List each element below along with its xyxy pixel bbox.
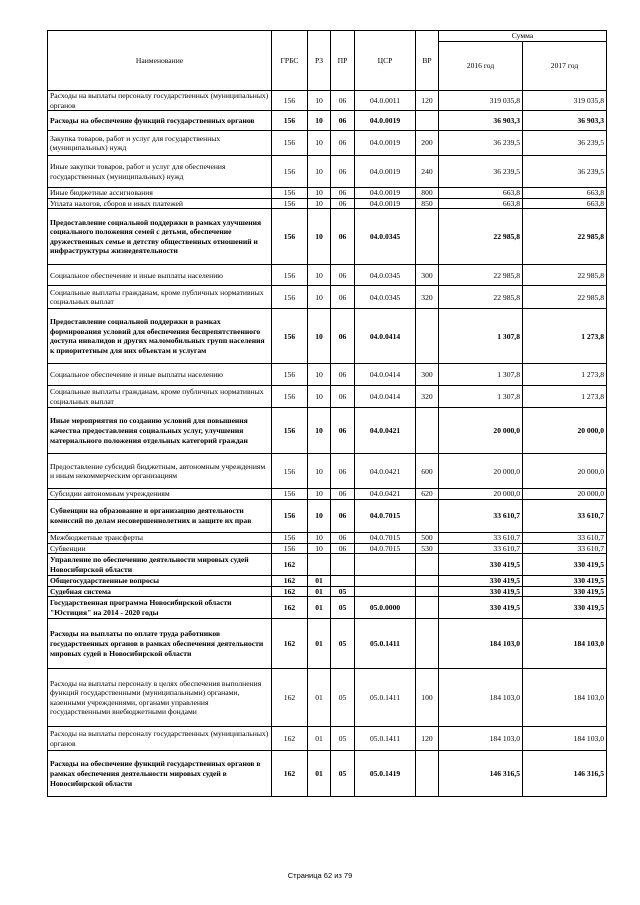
cell-pr: 06	[331, 131, 355, 156]
cell-csr: 04.0.0019	[355, 198, 416, 209]
cell-csr: 04.0.0414	[355, 364, 416, 386]
cell-sum-2017: 1 273,8	[523, 386, 607, 408]
cell-pr: 06	[331, 286, 355, 309]
table-row	[48, 111, 607, 131]
cell-grbs: 156	[272, 309, 308, 364]
cell-vr	[416, 751, 439, 797]
cell-pr	[331, 554, 355, 576]
cell-vr	[416, 209, 439, 265]
cell-grbs: 162	[272, 597, 308, 619]
cell-pr: 06	[331, 188, 355, 199]
cell-grbs: 156	[272, 499, 308, 532]
cell-name: Социальное обеспечение и иные выплаты населению	[48, 364, 272, 386]
cell-vr: 600	[416, 454, 439, 489]
cell-vr: 620	[416, 489, 439, 500]
cell-rz: 10	[308, 499, 331, 532]
cell-pr: 05	[331, 751, 355, 797]
cell-sum-2016: 22 985,8	[439, 265, 523, 286]
table-row	[48, 91, 607, 111]
cell-name: Расходы на выплаты персоналу в целях обеспечения выполнения функций государственными (муниципальными) органами, казенными учреждениями, органами управления государственными внебюджетными фондами	[48, 669, 272, 727]
cell-csr: 04.0.0421	[355, 489, 416, 500]
cell-sum-2017: 330 419,5	[523, 576, 607, 587]
cell-name: Предоставление субсидий бюджетным, автономным учреждениям и иным некоммерческим организациям	[48, 454, 272, 489]
cell-csr: 04.0.7015	[355, 499, 416, 532]
cell-grbs: 162	[272, 669, 308, 727]
cell-pr	[331, 576, 355, 587]
cell-sum-2016: 33 610,7	[439, 499, 523, 532]
table-row	[48, 386, 607, 408]
cell-pr: 06	[331, 198, 355, 209]
cell-vr	[416, 597, 439, 619]
cell-csr: 04.0.0019	[355, 156, 416, 188]
table-row	[48, 597, 607, 619]
header-rz: РЗ	[308, 31, 331, 91]
cell-sum-2016: 20 000,0	[439, 454, 523, 489]
table-row	[48, 751, 607, 797]
cell-pr: 06	[331, 309, 355, 364]
cell-name: Иные мероприятия по созданию условий для повышения качества предоставления социальных услуг, улучшения материального положения отдельных категорий граждан	[48, 408, 272, 454]
cell-rz: 10	[308, 111, 331, 131]
cell-vr: 320	[416, 386, 439, 408]
table-row	[48, 576, 607, 587]
cell-name: Управление по обеспечению деятельности мировых судей Новосибирской области	[48, 554, 272, 576]
cell-sum-2016: 319 035,8	[439, 91, 523, 111]
cell-csr: 05.0.1419	[355, 751, 416, 797]
cell-csr: 04.0.0414	[355, 386, 416, 408]
cell-csr	[355, 554, 416, 576]
cell-grbs: 156	[272, 286, 308, 309]
cell-csr: 04.0.0421	[355, 454, 416, 489]
cell-rz: 10	[308, 386, 331, 408]
cell-sum-2016: 663,8	[439, 198, 523, 209]
cell-sum-2016: 22 985,8	[439, 209, 523, 265]
cell-vr: 300	[416, 265, 439, 286]
cell-rz: 10	[308, 532, 331, 543]
cell-pr: 06	[331, 265, 355, 286]
cell-sum-2017: 1 273,8	[523, 364, 607, 386]
cell-sum-2016: 146 316,5	[439, 751, 523, 797]
cell-rz: 10	[308, 91, 331, 111]
cell-pr: 06	[331, 364, 355, 386]
cell-name: Иные закупки товаров, работ и услуг для обеспечения государственных (муниципальных) нужд	[48, 156, 272, 188]
cell-name: Расходы на обеспечение функций государственных органов	[48, 111, 272, 131]
cell-vr	[416, 576, 439, 587]
cell-sum-2016: 1 307,8	[439, 309, 523, 364]
cell-rz: 01	[308, 586, 331, 597]
cell-csr: 04.0.0345	[355, 209, 416, 265]
cell-csr: 04.0.0421	[355, 408, 416, 454]
cell-name: Расходы на выплаты персоналу государственных (муниципальных) органов	[48, 91, 272, 111]
cell-vr: 500	[416, 532, 439, 543]
cell-sum-2016: 184 103,0	[439, 619, 523, 669]
cell-rz: 01	[308, 576, 331, 587]
cell-sum-2016: 184 103,0	[439, 727, 523, 751]
cell-grbs: 156	[272, 454, 308, 489]
cell-grbs: 156	[272, 489, 308, 500]
cell-csr: 05.0.1411	[355, 619, 416, 669]
table-row	[48, 131, 607, 156]
cell-rz: 01	[308, 669, 331, 727]
cell-name: Иные бюджетные ассигнования	[48, 188, 272, 199]
cell-sum-2016: 20 000,0	[439, 408, 523, 454]
cell-sum-2017: 184 103,0	[523, 727, 607, 751]
header-csr: ЦСР	[355, 31, 416, 91]
cell-sum-2016: 33 610,7	[439, 532, 523, 543]
page-number: Страница 62 из 79	[287, 871, 353, 880]
table-row	[48, 532, 607, 543]
cell-name: Закупка товаров, работ и услуг для государственных (муниципальных) нужд	[48, 131, 272, 156]
cell-rz: 10	[308, 489, 331, 500]
header-sum: Сумма	[439, 31, 607, 42]
cell-csr: 04.0.0011	[355, 91, 416, 111]
cell-rz: 10	[308, 188, 331, 199]
cell-grbs: 156	[272, 209, 308, 265]
cell-sum-2017: 330 419,5	[523, 554, 607, 576]
cell-vr	[416, 586, 439, 597]
table-row	[48, 309, 607, 364]
cell-rz: 10	[308, 543, 331, 554]
cell-name: Субсидии автономным учреждениям	[48, 489, 272, 500]
cell-grbs: 156	[272, 532, 308, 543]
cell-sum-2017: 184 103,0	[523, 669, 607, 727]
cell-pr: 05	[331, 727, 355, 751]
cell-pr: 06	[331, 454, 355, 489]
cell-csr: 05.0.0000	[355, 597, 416, 619]
table-row	[48, 499, 607, 532]
cell-grbs: 162	[272, 576, 308, 587]
cell-vr	[416, 408, 439, 454]
cell-rz: 01	[308, 619, 331, 669]
cell-grbs: 156	[272, 156, 308, 188]
cell-csr	[355, 586, 416, 597]
cell-grbs: 156	[272, 408, 308, 454]
cell-vr	[416, 554, 439, 576]
header-vr: ВР	[416, 31, 439, 91]
cell-sum-2017: 36 239,5	[523, 156, 607, 188]
cell-sum-2017: 20 000,0	[523, 408, 607, 454]
header-year-2016: 2016 год	[439, 42, 523, 91]
cell-sum-2017: 33 610,7	[523, 532, 607, 543]
cell-sum-2017: 663,8	[523, 188, 607, 199]
cell-rz: 10	[308, 364, 331, 386]
cell-grbs: 156	[272, 198, 308, 209]
cell-name: Расходы на выплаты по оплате труда работников государственных органов в рамках обеспечения деятельности мировых судей в Новосибирской области	[48, 619, 272, 669]
table-row	[48, 727, 607, 751]
cell-sum-2017: 146 316,5	[523, 751, 607, 797]
cell-csr: 04.0.0019	[355, 188, 416, 199]
cell-grbs: 156	[272, 364, 308, 386]
cell-sum-2017: 36 239,5	[523, 131, 607, 156]
table-row	[48, 586, 607, 597]
table-body	[48, 91, 607, 797]
cell-name: Субвенции	[48, 543, 272, 554]
cell-vr: 240	[416, 156, 439, 188]
cell-name: Расходы на обеспечение функций государственных органов в рамках обеспечения деятельности мировых судей в Новосибирской области	[48, 751, 272, 797]
cell-rz: 10	[308, 131, 331, 156]
cell-pr: 06	[331, 408, 355, 454]
cell-rz: 10	[308, 209, 331, 265]
cell-grbs: 162	[272, 727, 308, 751]
cell-vr	[416, 309, 439, 364]
cell-vr: 100	[416, 669, 439, 727]
cell-sum-2017: 330 419,5	[523, 586, 607, 597]
table-row	[48, 265, 607, 286]
cell-vr: 120	[416, 727, 439, 751]
cell-name: Субвенции на образование и организацию деятельности комиссий по делам несовершеннолетних и защите их прав	[48, 499, 272, 532]
cell-pr: 06	[331, 532, 355, 543]
cell-name: Предоставление социальной поддержки в рамках улучшения социального положения семей с детьми, обеспечение дружественных семье и детству общественных отношений и инфраструктуры жизнедеятельности	[48, 209, 272, 265]
cell-sum-2016: 33 610,7	[439, 543, 523, 554]
cell-sum-2017: 1 273,8	[523, 309, 607, 364]
cell-pr: 06	[331, 499, 355, 532]
cell-grbs: 156	[272, 265, 308, 286]
cell-name: Социальные выплаты гражданам, кроме публичных нормативных социальных выплат	[48, 286, 272, 309]
cell-sum-2016: 663,8	[439, 188, 523, 199]
cell-name: Судебная система	[48, 586, 272, 597]
table-row	[48, 408, 607, 454]
cell-sum-2016: 20 000,0	[439, 489, 523, 500]
cell-rz: 10	[308, 286, 331, 309]
cell-grbs: 156	[272, 91, 308, 111]
cell-grbs: 162	[272, 586, 308, 597]
table-row	[48, 364, 607, 386]
cell-name: Межбюджетные трансферты	[48, 532, 272, 543]
cell-sum-2016: 36 239,5	[439, 156, 523, 188]
cell-csr: 04.0.0345	[355, 265, 416, 286]
cell-name: Расходы на выплаты персоналу государственных (муниципальных) органов	[48, 727, 272, 751]
cell-sum-2017: 36 903,3	[523, 111, 607, 131]
cell-pr: 06	[331, 386, 355, 408]
cell-pr: 05	[331, 586, 355, 597]
table-row	[48, 209, 607, 265]
cell-vr: 320	[416, 286, 439, 309]
table-row	[48, 669, 607, 727]
cell-sum-2017: 20 000,0	[523, 489, 607, 500]
cell-vr: 800	[416, 188, 439, 199]
cell-sum-2017: 22 985,8	[523, 286, 607, 309]
cell-rz: 01	[308, 751, 331, 797]
cell-vr	[416, 619, 439, 669]
cell-sum-2016: 184 103,0	[439, 669, 523, 727]
cell-csr: 04.0.7015	[355, 532, 416, 543]
cell-csr: 04.0.0414	[355, 309, 416, 364]
cell-grbs: 156	[272, 131, 308, 156]
cell-sum-2017: 330 419,5	[523, 597, 607, 619]
cell-sum-2016: 330 419,5	[439, 597, 523, 619]
cell-csr: 05.0.1411	[355, 727, 416, 751]
table-row	[48, 554, 607, 576]
cell-rz: 10	[308, 198, 331, 209]
cell-grbs: 156	[272, 188, 308, 199]
cell-rz: 10	[308, 156, 331, 188]
cell-name: Социальные выплаты гражданам, кроме публичных нормативных социальных выплат	[48, 386, 272, 408]
cell-sum-2016: 1 307,8	[439, 364, 523, 386]
cell-vr: 200	[416, 131, 439, 156]
cell-sum-2016: 22 985,8	[439, 286, 523, 309]
table-row	[48, 286, 607, 309]
cell-sum-2017: 33 610,7	[523, 543, 607, 554]
cell-csr	[355, 576, 416, 587]
cell-sum-2016: 36 903,3	[439, 111, 523, 131]
cell-name: Общегосударственные вопросы	[48, 576, 272, 587]
cell-sum-2016: 36 239,5	[439, 131, 523, 156]
cell-sum-2016: 330 419,5	[439, 554, 523, 576]
cell-pr: 06	[331, 111, 355, 131]
table-row	[48, 188, 607, 199]
table-row	[48, 489, 607, 500]
cell-csr: 04.0.7015	[355, 543, 416, 554]
cell-sum-2017: 20 000,0	[523, 454, 607, 489]
header-grbs: ГРБС	[272, 31, 308, 91]
table-row	[48, 198, 607, 209]
cell-vr: 120	[416, 91, 439, 111]
cell-sum-2017: 33 610,7	[523, 499, 607, 532]
cell-grbs: 162	[272, 554, 308, 576]
cell-pr: 06	[331, 209, 355, 265]
cell-sum-2016: 330 419,5	[439, 576, 523, 587]
cell-rz: 10	[308, 454, 331, 489]
cell-grbs: 156	[272, 543, 308, 554]
cell-sum-2017: 22 985,8	[523, 209, 607, 265]
table-row	[48, 156, 607, 188]
cell-name: Государственная программа Новосибирской области "Юстиция" на 2014 - 2020 годы	[48, 597, 272, 619]
table-row	[48, 543, 607, 554]
header-name: Наименование	[48, 31, 272, 91]
header-pr: ПР	[331, 31, 355, 91]
cell-vr	[416, 111, 439, 131]
table-row	[48, 619, 607, 669]
cell-grbs: 156	[272, 111, 308, 131]
cell-rz: 10	[308, 309, 331, 364]
cell-sum-2017: 663,8	[523, 198, 607, 209]
cell-rz: 01	[308, 597, 331, 619]
cell-pr: 05	[331, 597, 355, 619]
cell-vr: 300	[416, 364, 439, 386]
cell-sum-2017: 184 103,0	[523, 619, 607, 669]
cell-pr: 05	[331, 669, 355, 727]
cell-grbs: 162	[272, 619, 308, 669]
cell-pr: 06	[331, 489, 355, 500]
budget-table	[47, 30, 607, 797]
cell-pr: 05	[331, 619, 355, 669]
cell-name: Социальное обеспечение и иные выплаты населению	[48, 265, 272, 286]
cell-sum-2016: 330 419,5	[439, 586, 523, 597]
cell-csr: 04.0.0019	[355, 111, 416, 131]
cell-sum-2016: 1 307,8	[439, 386, 523, 408]
cell-csr: 05.0.1411	[355, 669, 416, 727]
cell-vr: 530	[416, 543, 439, 554]
header-year-2017: 2017 год	[523, 42, 607, 91]
cell-vr	[416, 499, 439, 532]
table-row	[48, 454, 607, 489]
cell-name: Предоставление социальной поддержки в рамках формирования условий для обеспечения беспрепятственного доступа инвалидов и других маломобильных групп населения к приоритетным для них объектам и услугам	[48, 309, 272, 364]
cell-name: Уплата налогов, сборов и иных платежей	[48, 198, 272, 209]
cell-csr: 04.0.0019	[355, 131, 416, 156]
cell-pr: 06	[331, 156, 355, 188]
cell-csr: 04.0.0345	[355, 286, 416, 309]
cell-rz	[308, 554, 331, 576]
cell-pr: 06	[331, 543, 355, 554]
cell-grbs: 156	[272, 386, 308, 408]
cell-rz: 10	[308, 408, 331, 454]
cell-pr: 06	[331, 91, 355, 111]
cell-sum-2017: 319 035,8	[523, 91, 607, 111]
cell-rz: 10	[308, 265, 331, 286]
cell-sum-2017: 22 985,8	[523, 265, 607, 286]
cell-vr: 850	[416, 198, 439, 209]
cell-grbs: 162	[272, 751, 308, 797]
cell-rz: 01	[308, 727, 331, 751]
